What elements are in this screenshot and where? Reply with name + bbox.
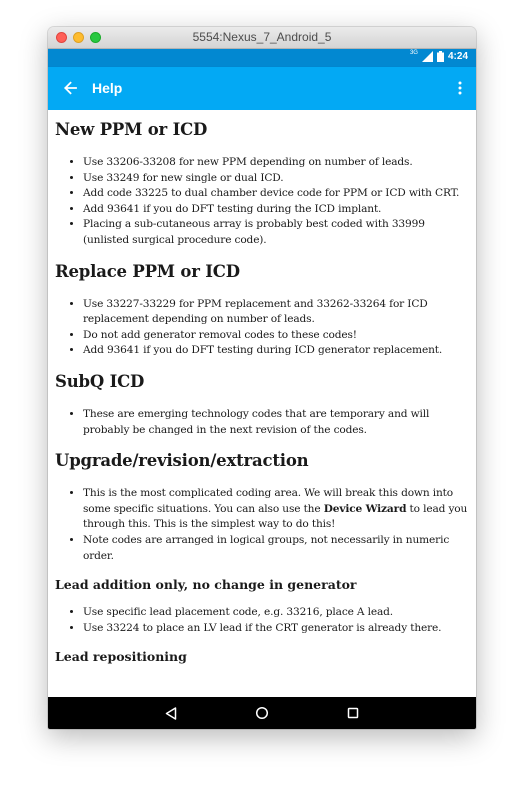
help-content[interactable]	[48, 110, 476, 697]
list-item	[83, 328, 468, 344]
square-recent-icon	[347, 707, 359, 719]
list-item	[83, 297, 468, 328]
nav-home-button[interactable]	[252, 703, 272, 723]
list-item	[83, 621, 468, 637]
section-heading: Upgrade/revision/extraction	[55, 451, 309, 471]
list-item	[83, 202, 468, 218]
bullet-list	[55, 407, 468, 438]
window-titlebar	[48, 27, 476, 49]
back-button[interactable]	[56, 74, 84, 102]
list-item-text: These are emerging technology codes that are temporary and will probably be changed in the next revision of the codes.	[83, 407, 430, 436]
arrow-left-icon	[63, 81, 77, 95]
triangle-back-icon	[165, 707, 177, 720]
circle-home-icon	[255, 706, 269, 720]
list-item-text: Use 33224 to place an LV lead if the CRT generator is already there.	[83, 621, 442, 634]
toolbar-title: Help	[92, 80, 123, 96]
app-toolbar	[48, 67, 476, 110]
list-item-text: Use 33249 for new single or dual ICD.	[83, 171, 284, 184]
list-item-text: Add 93641 if you do DFT testing during ICD generator replacement.	[83, 344, 443, 357]
android-navigation-bar	[48, 697, 476, 729]
list-item-text: Add 93641 if you do DFT testing during the ICD implant.	[83, 202, 382, 215]
signal-icon	[422, 51, 433, 62]
overflow-menu-button[interactable]	[452, 76, 468, 100]
list-item-text: Use 33206-33208 for new PPM depending on number of leads.	[83, 156, 413, 168]
network-type-label: 3G	[409, 49, 418, 56]
list-item	[83, 343, 468, 359]
emulator-window	[48, 27, 476, 729]
list-item-text: Placing a sub-cutaneous array is probably best coded with 33999 (unlisted surgical procedure code).	[83, 218, 425, 246]
list-item-text: to lead you through this. This is the simplest way to do this!	[83, 502, 468, 531]
list-item-text: This is the most complicated coding area. We will break this down into some specific situations. You can also use the	[83, 487, 453, 515]
list-item	[83, 186, 468, 202]
section-heading: Replace PPM or ICD	[55, 261, 240, 281]
list-item	[83, 605, 468, 621]
more-vert-icon	[458, 81, 462, 95]
help-article	[48, 110, 476, 664]
list-item-text: Add code 33225 to dual chamber device code for PPM or ICD with CRT.	[83, 187, 460, 200]
bullet-list	[55, 155, 468, 249]
battery-icon	[437, 51, 444, 62]
nav-recent-apps-button[interactable]	[343, 703, 363, 723]
list-item	[83, 155, 468, 171]
android-status-bar	[48, 49, 476, 67]
list-item	[83, 407, 468, 438]
list-item-text: Note codes are arranged in logical groups, not necessarily in numeric order.	[83, 533, 450, 562]
window-title: 5554:Nexus_7_Android_5	[192, 30, 332, 44]
bullet-list	[55, 486, 468, 564]
list-item-text: Use 33227-33229 for PPM replacement and 33262-33264 for ICD replacement depending on number of leads.	[83, 297, 428, 326]
list-item-text: Use specific lead placement code, e.g. 33216, place A lead.	[83, 606, 394, 619]
section-heading: New PPM or ICD	[55, 120, 208, 139]
list-item-text: Do not add generator removal codes to these codes!	[83, 328, 357, 341]
nav-back-button[interactable]	[161, 703, 181, 723]
section-heading: Lead addition only, no change in generator	[55, 577, 357, 593]
section-heading: Lead repositioning	[55, 649, 187, 665]
device-wizard-link[interactable]: Device Wizard	[323, 502, 407, 515]
bullet-list	[55, 605, 468, 636]
bullet-list	[55, 297, 468, 359]
list-item	[83, 217, 468, 248]
status-time: 4:24	[447, 51, 468, 62]
list-item	[83, 486, 468, 533]
list-item	[83, 533, 468, 564]
list-item	[83, 171, 468, 187]
section-heading: SubQ ICD	[55, 371, 145, 391]
